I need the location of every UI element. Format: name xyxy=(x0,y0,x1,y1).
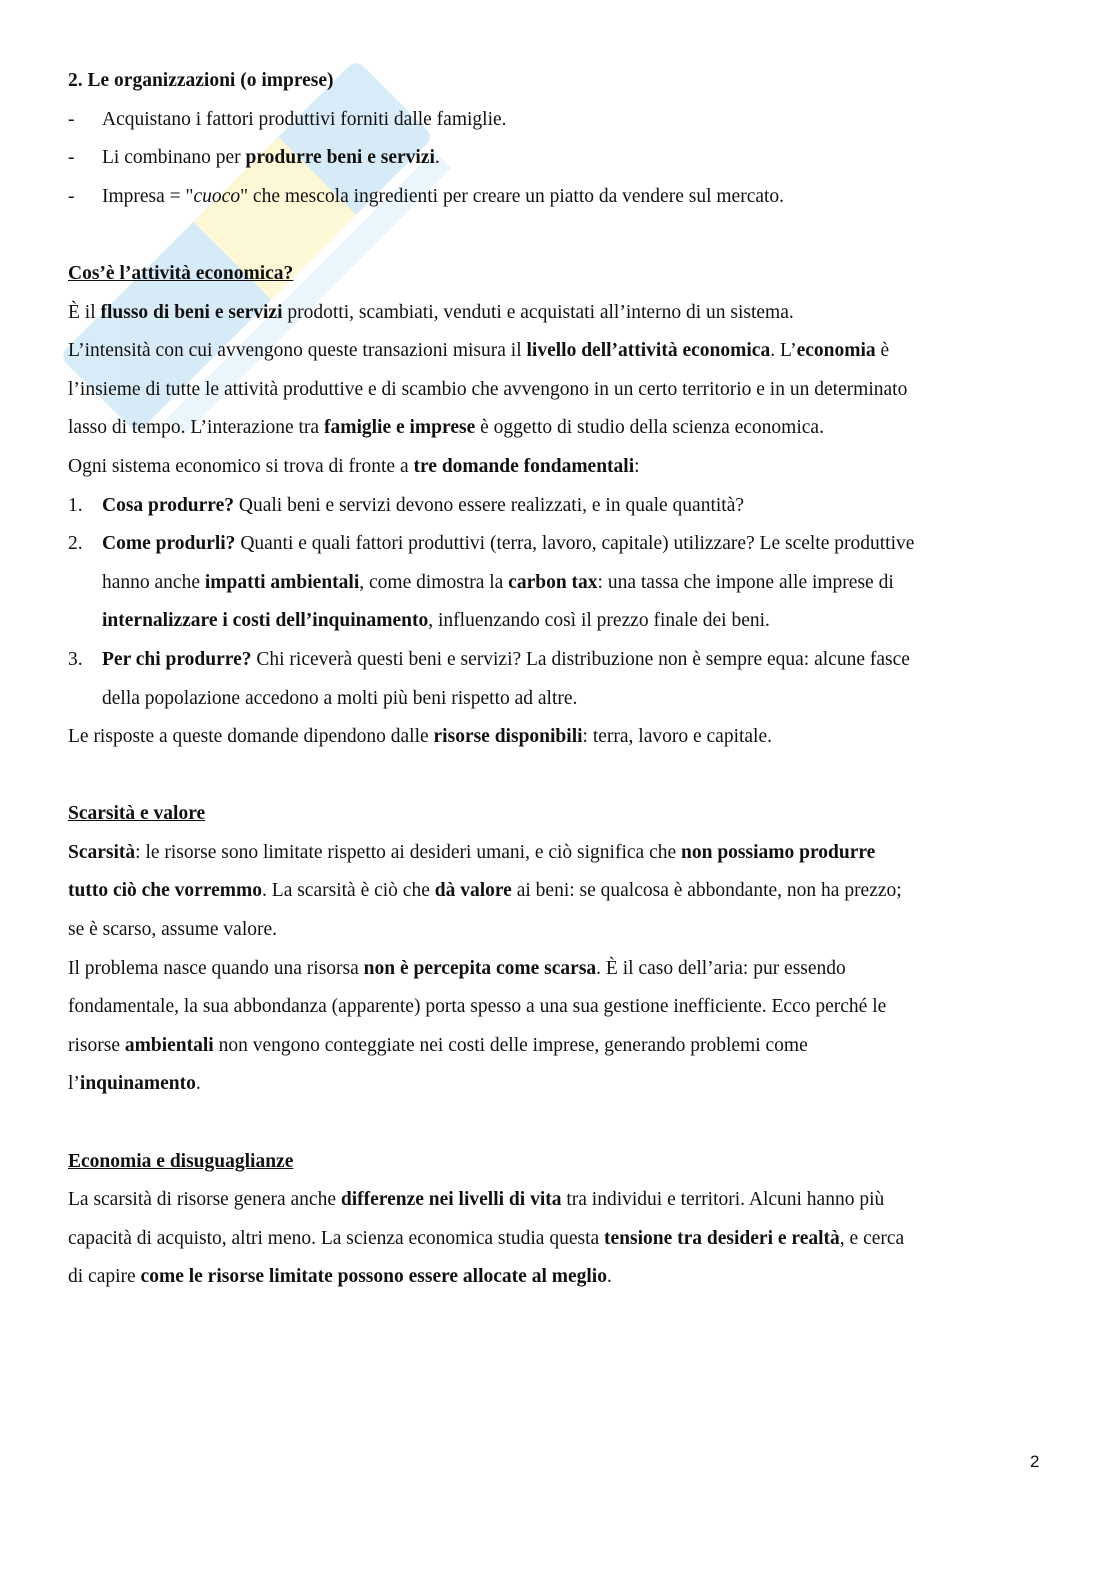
text-run: della popolazione accedono a molti più beni rispetto ad altre. xyxy=(102,687,578,709)
text-run: è xyxy=(875,340,890,362)
bold-text: impatti ambientali xyxy=(204,571,360,593)
page-number: 2 xyxy=(1030,1452,1040,1471)
bold-text: ambientali xyxy=(124,1034,214,1056)
text-line xyxy=(68,178,1048,217)
bullet-marker: - xyxy=(68,185,75,207)
bold-text: Scarsità xyxy=(68,841,136,863)
bold-text: tensione tra desideri e realtà xyxy=(604,1227,840,1249)
text-run: prodotti, scambiati, venduti e acquistati all’interno di un sistema. xyxy=(282,301,794,323)
text-run: Le risposte a queste domande dipendono dalle xyxy=(68,726,434,748)
text-line xyxy=(68,911,1048,950)
bold-text: non è percepita come scarsa xyxy=(363,957,597,979)
blank-line xyxy=(68,1104,1048,1143)
bold-text: carbon tax xyxy=(508,571,598,593)
text-line xyxy=(68,680,1048,719)
text-run: se è scarso, assume valore. xyxy=(68,919,278,941)
text-line xyxy=(68,1220,1048,1259)
bold-text: internalizzare i costi dell’inquinamento xyxy=(102,610,429,632)
text-line xyxy=(68,487,1048,526)
bullet-item xyxy=(68,178,1048,217)
text-run: , come dimostra la xyxy=(359,571,509,593)
bullet-item xyxy=(68,139,1048,178)
bold-text: non possiamo produrre xyxy=(681,841,876,863)
bold-text: Come produrli? xyxy=(102,533,236,555)
text-run: l’ xyxy=(68,1073,80,1095)
text-run: , e cerca xyxy=(839,1227,905,1249)
text-line xyxy=(68,101,1048,140)
bold-text: livello dell’attività economica xyxy=(526,340,771,362)
text-run: L’intensità con cui avvengono queste transazioni misura il xyxy=(68,340,527,362)
section-heading xyxy=(68,795,1048,834)
text-run: tra individui e territori. Alcuni hanno più xyxy=(561,1189,885,1211)
text-line xyxy=(68,834,1048,873)
text-line xyxy=(68,1143,1048,1182)
text-line xyxy=(68,1181,1048,1220)
bold-text: Per chi produrre? xyxy=(102,648,252,670)
text-run: risorse xyxy=(68,1034,125,1056)
text-run: . L’ xyxy=(770,340,797,362)
text-line xyxy=(68,988,1048,1027)
text-run: capacità di acquisto, altri meno. La scienza economica studia questa xyxy=(68,1227,605,1249)
text-run: Quali beni e servizi devono essere realizzati, e in quale quantità? xyxy=(234,494,745,516)
text-run: La scarsità di risorse genera anche xyxy=(68,1189,341,1211)
text-run: : una tassa che impone alle imprese di xyxy=(597,571,894,593)
text-run: . La scarsità è ciò che xyxy=(262,880,435,902)
paragraph xyxy=(68,294,1048,487)
text-line xyxy=(68,602,1048,641)
section-title xyxy=(68,62,1048,101)
text-run: " che mescola ingredienti per creare un piatto da vendere sul mercato. xyxy=(240,185,785,207)
list-number: 3. xyxy=(68,648,83,670)
bold-text: dà valore xyxy=(434,880,512,902)
text-run: È il xyxy=(68,301,101,323)
text-run: : le risorse sono limitate rispetto ai desideri umani, e ciò significa che xyxy=(135,841,682,863)
italic-text: cuoco xyxy=(193,185,241,207)
text-run: Chi riceverà questi beni e servizi? La distribuzione non è sempre equa: alcune fasce xyxy=(251,648,910,670)
text-run: non vengono conteggiate nei costi delle imprese, generando problemi come xyxy=(213,1034,808,1056)
text-run: ai beni: se qualcosa è abbondante, non ha prezzo; xyxy=(511,880,902,902)
text-line xyxy=(68,872,1048,911)
text-line xyxy=(68,525,1048,564)
blank-line xyxy=(68,216,1048,255)
document-body xyxy=(68,62,1048,1297)
text-line xyxy=(68,1258,1048,1297)
numbered-item xyxy=(68,487,1048,526)
bold-text: tre domande fondamentali xyxy=(413,455,635,477)
paragraph xyxy=(68,1181,1048,1297)
text-run: : terra, lavoro e capitale. xyxy=(582,726,773,748)
text-run: l’insieme di tutte le attività produttive e di scambio che avvengono in un certo territorio e in un determinato xyxy=(68,378,908,400)
paragraph xyxy=(68,718,1048,757)
text-run: , influenzando così il prezzo finale dei beni. xyxy=(428,610,770,632)
bold-text: differenze nei livelli di vita xyxy=(340,1189,562,1211)
bold-text: economia xyxy=(796,340,876,362)
text-run: Acquistano i fattori produttivi forniti dalle famiglie. xyxy=(102,108,507,130)
text-run: : xyxy=(634,455,640,477)
text-line xyxy=(68,1065,1048,1104)
bold-text: inquinamento xyxy=(79,1073,196,1095)
text-line xyxy=(68,1027,1048,1066)
bullet-marker: - xyxy=(68,108,75,130)
section-heading xyxy=(68,255,1048,294)
text-run: . xyxy=(195,1073,201,1095)
bold-text: flusso di beni e servizi xyxy=(100,301,283,323)
text-run: Economia e disuguaglianze xyxy=(68,1150,294,1172)
text-line xyxy=(68,641,1048,680)
text-run: hanno anche xyxy=(102,571,205,593)
text-run: è oggetto di studio della scienza economica. xyxy=(475,417,824,439)
blank-line xyxy=(68,757,1048,796)
text-run: Impresa = " xyxy=(102,185,194,207)
numbered-item xyxy=(68,525,1048,641)
section-heading xyxy=(68,1143,1048,1182)
text-run: Il problema nasce quando una risorsa xyxy=(68,957,364,979)
text-run: . xyxy=(606,1266,612,1288)
text-line xyxy=(68,950,1048,989)
bold-text: come le risorse limitate possono essere allocate al meglio xyxy=(140,1266,607,1288)
list-number: 2. xyxy=(68,533,83,555)
bold-text: produrre beni e servizi xyxy=(245,147,435,169)
text-line xyxy=(68,409,1048,448)
text-line xyxy=(68,62,1048,101)
bold-text: tutto ciò che vorremmo xyxy=(68,880,263,902)
bold-text: risorse disponibili xyxy=(433,726,583,748)
bold-text: Cosa produrre? xyxy=(102,494,234,516)
text-line xyxy=(68,255,1048,294)
bold-text: famiglie e imprese xyxy=(323,417,476,439)
text-line xyxy=(68,371,1048,410)
text-run: Scarsità e valore xyxy=(68,803,206,825)
bullet-marker: - xyxy=(68,147,75,169)
paragraph xyxy=(68,834,1048,1104)
text-run: fondamentale, la sua abbondanza (apparente) porta spesso a una sua gestione inefficiente. Ecco perché le xyxy=(68,996,887,1018)
text-run: Cos’è l’attività economica? xyxy=(68,262,294,284)
text-line xyxy=(68,718,1048,757)
text-run: lasso di tempo. L’interazione tra xyxy=(68,417,324,439)
bold-text: 2. Le organizzazioni (o imprese) xyxy=(68,70,334,91)
text-run: . xyxy=(434,147,440,169)
list-number: 1. xyxy=(68,494,83,516)
text-run: Ogni sistema economico si trova di fronte a xyxy=(68,455,414,477)
text-run: di capire xyxy=(68,1266,141,1288)
text-run: Quanti e quali fattori produttivi (terra, lavoro, capitale) utilizzare? Le scelte produttive xyxy=(235,533,915,555)
text-line xyxy=(68,294,1048,333)
text-line xyxy=(68,564,1048,603)
text-line xyxy=(68,139,1048,178)
text-run: Li combinano per xyxy=(102,147,246,169)
numbered-item xyxy=(68,641,1048,718)
text-line xyxy=(68,795,1048,834)
text-run: . È il caso dell’aria: pur essendo xyxy=(596,957,846,979)
bullet-item xyxy=(68,101,1048,140)
text-line xyxy=(68,332,1048,371)
text-line xyxy=(68,448,1048,487)
